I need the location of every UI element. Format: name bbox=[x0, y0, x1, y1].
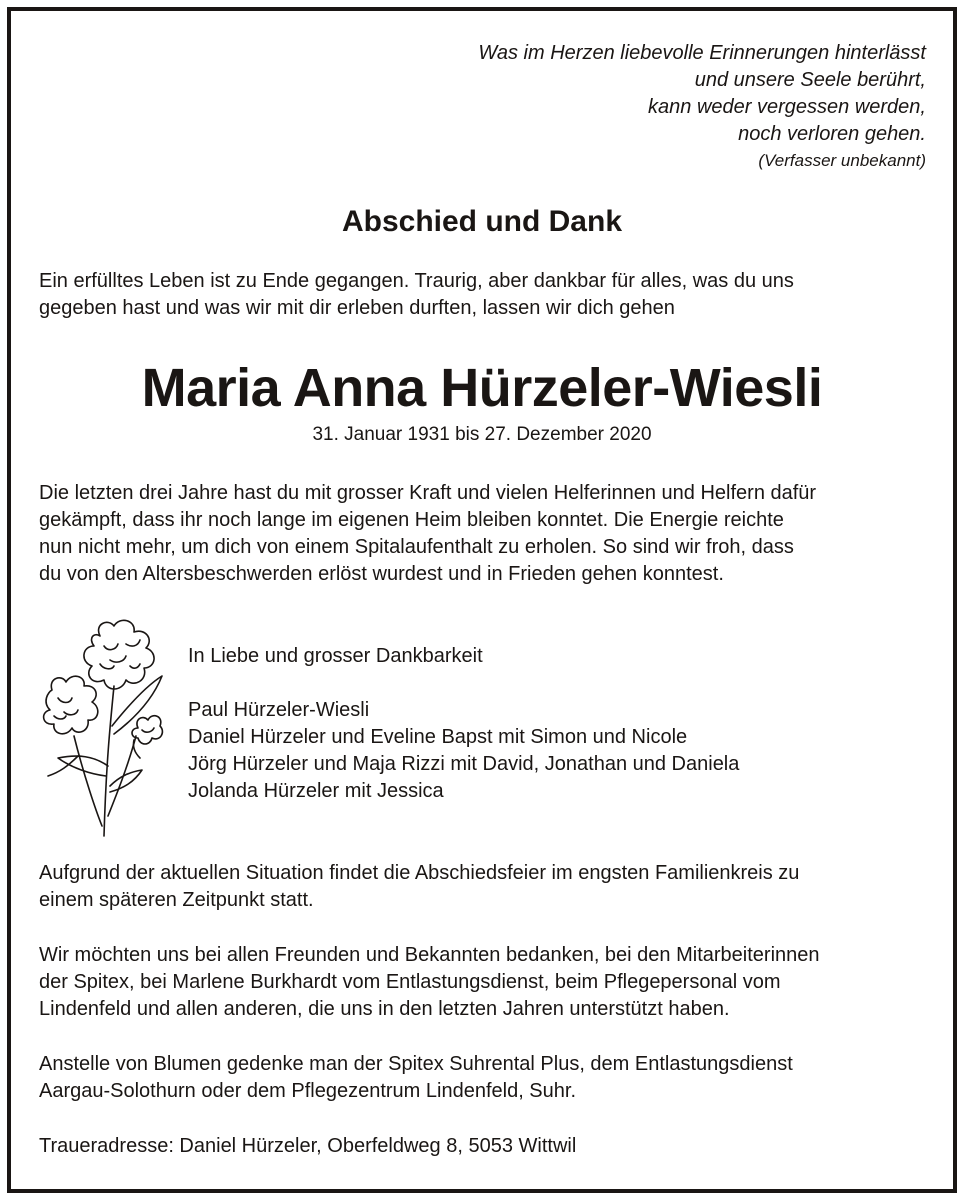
intro-paragraph bbox=[39, 268, 929, 322]
thanks-line: Lindenfeld und allen anderen, die uns in den letzten Jahren unterstützt haben. bbox=[39, 998, 730, 1020]
quote-line: und unsere Seele berührt, bbox=[694, 69, 926, 91]
mourning-address: Traueradresse: Daniel Hürzeler, Oberfeldweg 8, 5053 Wittwil bbox=[39, 1135, 577, 1157]
carnation-flower-icon bbox=[38, 616, 170, 840]
donation-paragraph bbox=[39, 1051, 929, 1105]
family-signatures bbox=[188, 643, 739, 805]
family-intro: In Liebe und grosser Dankbarkeit bbox=[188, 645, 483, 667]
story-paragraph bbox=[39, 480, 929, 588]
donation-line: Aargau-Solothurn oder dem Pflegezentrum Lindenfeld, Suhr. bbox=[39, 1080, 577, 1102]
announcement-heading: Abschied und Dank bbox=[341, 205, 623, 238]
thanks-line: der Spitex, bei Marlene Burkhardt vom Entlastungsdienst, beim Pflegepersonal vom bbox=[39, 971, 781, 993]
deceased-name: Maria Anna Hürzeler-Wiesli bbox=[141, 358, 823, 418]
quote-line: Was im Herzen liebevolle Erinnerungen hinterlässt bbox=[478, 42, 926, 64]
quote-line: kann weder vergessen werden, bbox=[648, 96, 926, 118]
life-dates: 31. Januar 1931 bis 27. Dezember 2020 bbox=[312, 424, 652, 445]
situation-line: einem späteren Zeitpunkt statt. bbox=[39, 889, 314, 911]
family-member: Jörg Hürzeler und Maja Rizzi mit David, Jonathan und Daniela bbox=[188, 753, 740, 775]
quote-author: (Verfasser unbekannt) bbox=[758, 151, 926, 170]
story-line: du von den Altersbeschwerden erlöst wurdest und in Frieden gehen konntest. bbox=[39, 563, 724, 585]
quote-line: noch verloren gehen. bbox=[738, 123, 926, 145]
donation-line: Anstelle von Blumen gedenke man der Spitex Suhrental Plus, dem Entlastungsdienst bbox=[39, 1053, 793, 1075]
memorial-quote bbox=[478, 40, 926, 174]
family-member: Daniel Hürzeler und Eveline Bapst mit Simon und Nicole bbox=[188, 726, 688, 748]
story-line: nun nicht mehr, um dich von einem Spitalaufenthalt zu erholen. So sind wir froh, dass bbox=[39, 536, 794, 558]
thanks-line: Wir möchten uns bei allen Freunden und Bekannten bedanken, bei den Mitarbeiterinnen bbox=[39, 944, 820, 966]
story-line: Die letzten drei Jahre hast du mit grosser Kraft und vielen Helferinnen und Helfern dafür bbox=[39, 482, 817, 504]
intro-line: gegeben hast und was wir mit dir erleben durften, lassen wir dich gehen bbox=[39, 297, 675, 319]
story-line: gekämpft, dass ihr noch lange im eigenen Heim bleiben konntet. Die Energie reichte bbox=[39, 509, 784, 531]
family-member: Jolanda Hürzeler mit Jessica bbox=[188, 780, 444, 802]
intro-line: Ein erfülltes Leben ist zu Ende gegangen. Traurig, aber dankbar für alles, was du uns bbox=[39, 270, 794, 292]
situation-paragraph bbox=[39, 860, 929, 914]
situation-line: Aufgrund der aktuellen Situation findet die Abschiedsfeier im engsten Familienkreis zu bbox=[39, 862, 800, 884]
family-member: Paul Hürzeler-Wiesli bbox=[188, 699, 370, 721]
thanks-paragraph bbox=[39, 942, 929, 1023]
